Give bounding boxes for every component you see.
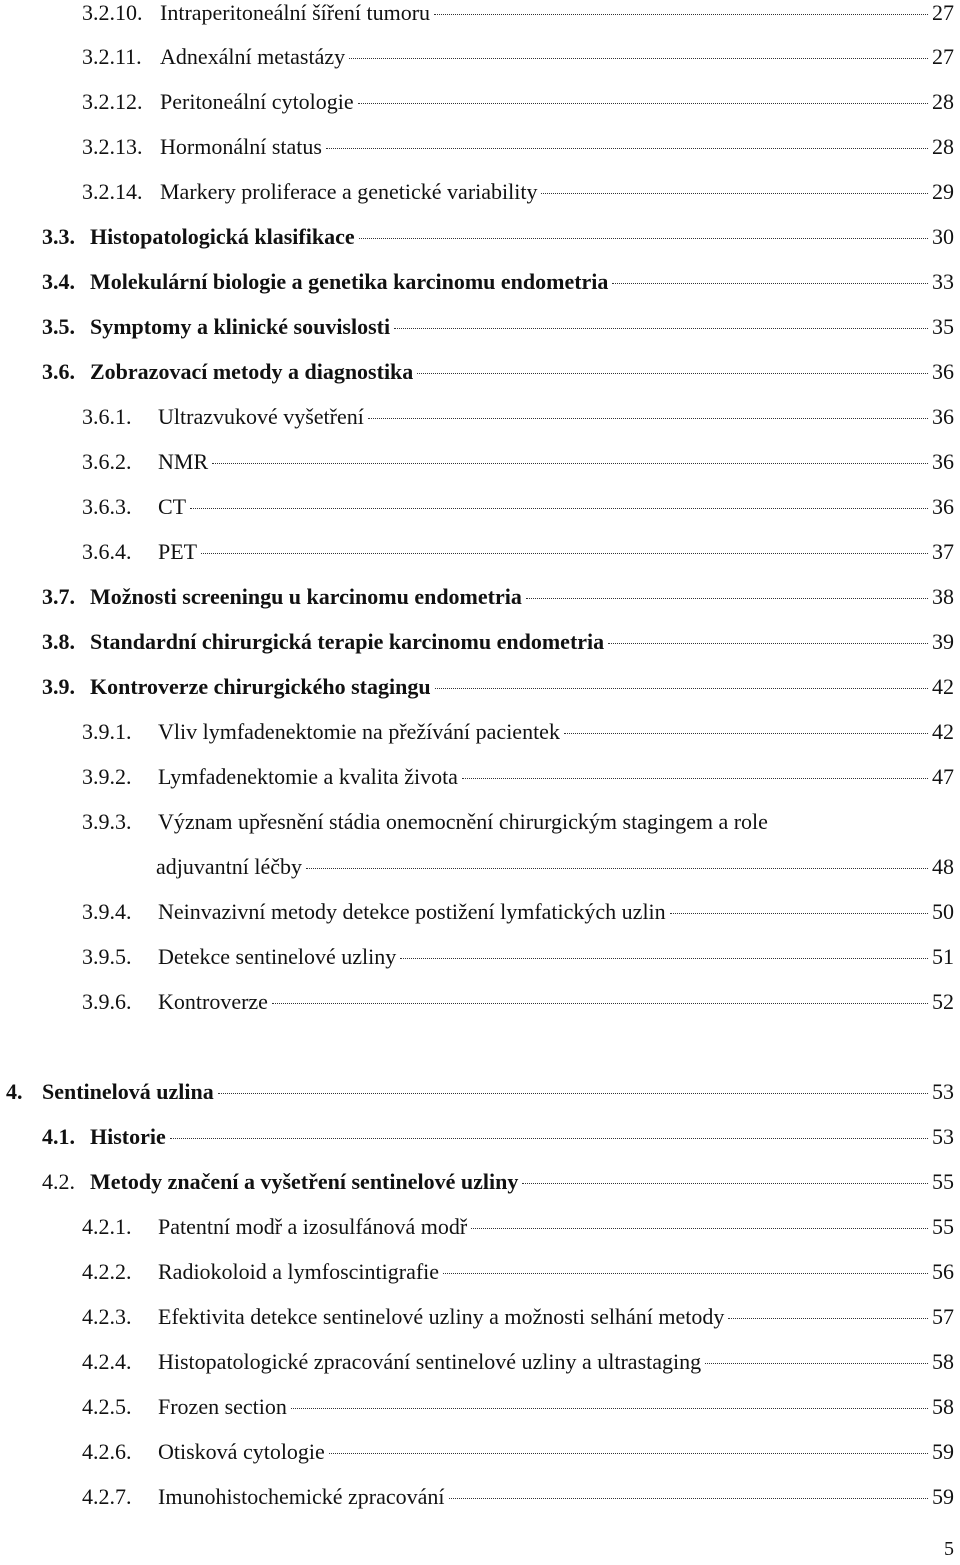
toc-entry[interactable]	[82, 1482, 954, 1512]
toc-entry-title: Imunohistochemické zpracování	[158, 1484, 445, 1509]
toc-entry-page: 55	[932, 1214, 954, 1239]
toc-entry-page: 36	[932, 404, 954, 429]
toc-entry-page: 53	[932, 1124, 954, 1149]
toc-entry-title: Kontroverze	[158, 989, 268, 1014]
dot-leader	[670, 913, 928, 914]
toc-entry-number: 3.9.3.	[82, 809, 132, 834]
dot-leader	[190, 508, 928, 509]
toc-entry-number: 3.2.14.	[82, 179, 143, 204]
toc-entry-title: Intraperitoneální šíření tumoru	[160, 0, 431, 25]
toc-entry-title: Historie	[90, 1124, 166, 1149]
toc-entry-title: NMR	[158, 449, 209, 474]
toc-entry-number: 3.2.12.	[82, 89, 143, 114]
toc-entry-number: 4.	[6, 1079, 23, 1104]
toc-entry[interactable]	[82, 492, 954, 522]
toc-entry-title: Patentní modř a izosulfánová modř	[158, 1214, 468, 1239]
toc-entry-title: Frozen section	[158, 1394, 287, 1419]
toc-entry-number: 3.7.	[42, 584, 75, 609]
toc-entry-page: 38	[932, 584, 954, 609]
dot-leader	[612, 283, 928, 284]
toc-entry-page: 36	[932, 359, 954, 384]
toc-entry-title: Detekce sentinelové uzliny	[158, 944, 397, 969]
toc-entry-number: 3.5.	[42, 314, 75, 339]
toc-entry-page: 27	[932, 0, 954, 25]
dot-leader	[471, 1228, 928, 1229]
dot-leader	[218, 1093, 928, 1094]
dot-leader	[434, 14, 928, 15]
dot-leader	[400, 958, 928, 959]
toc-entry[interactable]	[42, 312, 954, 342]
dot-leader	[349, 58, 928, 59]
toc-entry-number: 3.6.1.	[82, 404, 132, 429]
toc-entry[interactable]	[82, 177, 954, 207]
toc-entry[interactable]	[42, 222, 954, 252]
toc-entry-title: Metody značení a vyšetření sentinelové uzliny	[90, 1169, 519, 1194]
toc-entry-number: 3.6.3.	[82, 494, 132, 519]
toc-entry-title-continued: adjuvantní léčby	[156, 854, 303, 879]
dot-leader	[306, 868, 928, 869]
toc-entry-title: Radiokoloid a lymfoscintigrafie	[158, 1259, 440, 1284]
toc-entry[interactable]	[42, 582, 954, 612]
toc-entry[interactable]	[82, 537, 954, 567]
dot-leader	[272, 1003, 928, 1004]
toc-entry[interactable]	[82, 1257, 954, 1287]
dot-leader	[564, 733, 928, 734]
toc-entry-title: PET	[158, 539, 198, 564]
toc-entry-page: 36	[932, 494, 954, 519]
toc-entry-page: 28	[932, 134, 954, 159]
toc-entry-page: 37	[932, 539, 954, 564]
toc-entry-title: Ultrazvukové vyšetření	[158, 404, 364, 429]
toc-entry-page: 58	[932, 1394, 954, 1419]
toc-entry-number: 3.6.	[42, 359, 75, 384]
toc-entry-number: 4.2.7.	[82, 1484, 132, 1509]
toc-entry-page: 55	[932, 1169, 954, 1194]
toc-entry-page: 59	[932, 1439, 954, 1464]
toc-entry-title: Význam upřesnění stádia onemocnění chirurgickým stagingem a role	[158, 809, 768, 834]
toc-entry-page: 47	[932, 764, 954, 789]
dot-leader	[359, 238, 928, 239]
toc-entry-number: 3.9.6.	[82, 989, 132, 1014]
dot-leader	[394, 328, 928, 329]
toc-entry-number: 3.2.11.	[82, 44, 142, 69]
toc-entry[interactable]	[82, 132, 954, 162]
toc-entry-title: Molekulární biologie a genetika karcinomu endometria	[90, 269, 609, 294]
toc-entry-page: 56	[932, 1259, 954, 1284]
dot-leader	[526, 598, 928, 599]
toc-entry-number: 3.9.	[42, 674, 75, 699]
toc-entry-page: 51	[932, 944, 954, 969]
toc-entry[interactable]	[82, 402, 954, 432]
toc-entry-number: 4.2.2.	[82, 1259, 132, 1284]
toc-entry-number: 3.2.13.	[82, 134, 143, 159]
toc-entry-page: 39	[932, 629, 954, 654]
toc-entry[interactable]	[42, 1167, 954, 1197]
toc-entry[interactable]	[82, 87, 954, 117]
toc-entry-title: Kontroverze chirurgického stagingu	[90, 674, 431, 699]
toc-entry-number: 4.2.5.	[82, 1394, 132, 1419]
toc-entry-page: 42	[932, 719, 954, 744]
toc-entry-number: 3.6.4.	[82, 539, 132, 564]
toc-entry-title: Standardní chirurgická terapie karcinomu endometria	[90, 629, 605, 654]
dot-leader	[449, 1498, 928, 1499]
dot-leader	[368, 418, 928, 419]
toc-entry-page: 36	[932, 449, 954, 474]
toc-entry-page: 35	[932, 314, 954, 339]
toc-entry[interactable]	[42, 357, 954, 387]
toc-entry-page: 29	[932, 179, 954, 204]
toc-entry[interactable]	[82, 447, 954, 477]
page-number: 5	[944, 1538, 954, 1560]
toc-entry-page: 33	[932, 269, 954, 294]
toc-entry[interactable]	[82, 942, 954, 972]
toc-entry[interactable]	[42, 627, 954, 657]
toc-entry-number: 3.3.	[42, 224, 75, 249]
toc-entry[interactable]	[82, 762, 954, 792]
toc-entry-title: Sentinelová uzlina	[42, 1079, 214, 1104]
toc-entry-title: Adnexální metastázy	[160, 44, 346, 69]
toc-entry-title: Zobrazovací metody a diagnostika	[90, 359, 414, 384]
toc-entry-page: 59	[932, 1484, 954, 1509]
toc-entry[interactable]	[82, 1392, 954, 1422]
toc-entry-page: 27	[932, 44, 954, 69]
toc-entry[interactable]	[82, 42, 954, 72]
toc-entry[interactable]	[82, 1212, 954, 1242]
toc-entry-title: Neinvazivní metody detekce postižení lymfatických uzlin	[158, 899, 666, 924]
toc-entry[interactable]	[82, 1302, 954, 1332]
toc-entry-number: 3.4.	[42, 269, 75, 294]
toc-entry-number: 4.2.6.	[82, 1439, 132, 1464]
toc-entry-title: Markery proliferace a genetické variability	[160, 179, 538, 204]
toc-entry[interactable]	[6, 1077, 954, 1107]
toc-entry-page: 53	[932, 1079, 954, 1104]
toc-entry-title: Histopatologické zpracování sentinelové uzliny a ultrastaging	[158, 1349, 702, 1374]
toc-entry-page: 28	[932, 89, 954, 114]
toc-entry[interactable]	[42, 1122, 954, 1152]
dot-leader	[443, 1273, 928, 1274]
dot-leader	[201, 553, 928, 554]
toc-entry[interactable]	[82, 717, 954, 747]
toc-entry-title: Hormonální status	[160, 134, 322, 159]
toc-entry-page: 58	[932, 1349, 954, 1374]
toc-entry-number: 3.9.5.	[82, 944, 132, 969]
toc-entry-number: 4.2.3.	[82, 1304, 132, 1329]
toc-entry[interactable]	[82, 987, 954, 1017]
toc-entry[interactable]	[82, 0, 954, 28]
toc-entry[interactable]	[82, 1347, 954, 1377]
dot-leader	[462, 778, 928, 779]
toc-entry-number: 4.2.	[42, 1169, 75, 1194]
toc-entry-page: 42	[932, 674, 954, 699]
dot-leader	[608, 643, 928, 644]
toc-entry-number: 4.2.1.	[82, 1214, 132, 1239]
dot-leader	[541, 193, 928, 194]
toc-entry-number: 3.2.10.	[82, 0, 143, 25]
toc-entry-number: 3.9.1.	[82, 719, 132, 744]
toc-entry-title: Otisková cytologie	[158, 1439, 325, 1464]
dot-leader	[170, 1138, 928, 1139]
toc-entry[interactable]	[42, 267, 954, 297]
toc-entry-number: 4.2.4.	[82, 1349, 132, 1374]
toc-entry-title: Histopatologická klasifikace	[90, 224, 355, 249]
toc-entry-continuation[interactable]	[156, 852, 954, 882]
toc-entry-page: 50	[932, 899, 954, 924]
dot-leader	[358, 103, 928, 104]
toc-entry-number: 3.9.2.	[82, 764, 132, 789]
dot-leader	[212, 463, 928, 464]
toc-entry-title: Možnosti screeningu u karcinomu endometria	[90, 584, 522, 609]
toc-entry-page: 52	[932, 989, 954, 1014]
toc-entry-title: Peritoneální cytologie	[160, 89, 354, 114]
dot-leader	[705, 1363, 928, 1364]
toc-entry-page: 30	[932, 224, 954, 249]
toc-entry-number: 3.9.4.	[82, 899, 132, 924]
toc-entry-title: Vliv lymfadenektomie na přežívání pacientek	[158, 719, 560, 744]
toc-entry-title: Lymfadenektomie a kvalita života	[158, 764, 458, 789]
dot-leader	[435, 688, 928, 689]
dot-leader	[329, 1453, 928, 1454]
dot-leader	[522, 1183, 928, 1184]
dot-leader	[417, 373, 928, 374]
toc-entry-title: Symptomy a klinické souvislosti	[90, 314, 391, 339]
dot-leader	[728, 1318, 928, 1319]
toc-entry-page: 57	[932, 1304, 954, 1329]
toc-entry-page: 48	[932, 854, 954, 879]
toc-entry-title: CT	[158, 494, 187, 519]
toc-entry[interactable]	[42, 672, 954, 702]
toc-entry-title: Efektivita detekce sentinelové uzliny a možnosti selhání metody	[158, 1304, 725, 1329]
toc-entry[interactable]	[82, 897, 954, 927]
toc-entry[interactable]	[82, 807, 954, 837]
toc-entry-number: 3.8.	[42, 629, 75, 654]
toc-entry[interactable]	[82, 1437, 954, 1467]
toc-entry-number: 3.6.2.	[82, 449, 132, 474]
dot-leader	[291, 1408, 928, 1409]
toc-entry-number: 4.1.	[42, 1124, 75, 1149]
dot-leader	[326, 148, 928, 149]
